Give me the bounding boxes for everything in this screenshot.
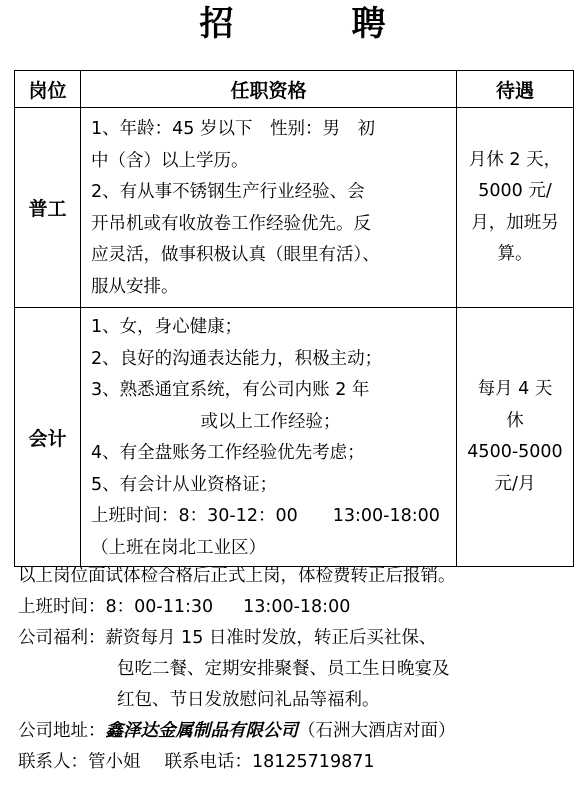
pay-line: 月，加班另: [471, 212, 559, 233]
phone-number: 18125719871: [252, 752, 375, 772]
requirement-line: 2、良好的沟通表达能力，积极主动；: [91, 348, 383, 369]
job-table: [14, 70, 574, 567]
contact-name: 管小姐: [88, 752, 141, 772]
footer-info: [18, 561, 578, 778]
contact-line: [18, 747, 578, 778]
pay-line: 元/月: [494, 473, 536, 494]
benefits-line: 包吃二餐、定期安排聚餐、员工生日晚宴及: [117, 659, 450, 679]
work-location-line: （上班在岗北工业区）: [91, 537, 266, 558]
hours-morning: 8：00-11:30: [105, 597, 214, 617]
address-line: [18, 716, 578, 747]
table-header-row: [15, 71, 574, 108]
requirement-line: 3、熟悉通宜系统，有公司内账 2 年: [91, 380, 370, 400]
contact-label: 联系人：: [18, 752, 88, 772]
benefits-line: [18, 623, 578, 654]
post-name: 会计: [15, 308, 81, 567]
hours-label: 上班时间：: [18, 597, 106, 617]
post-name: 普工: [15, 108, 81, 308]
work-hours-line: 上班时间：8：30-12：00 13:00-18:00: [91, 506, 440, 526]
requirement-line: 1、女，身心健康；: [91, 317, 243, 337]
pay-line: 月休 2 天，: [468, 149, 562, 170]
table-row: [15, 108, 574, 308]
header-pay: 待遇: [457, 71, 574, 108]
pay-line: 算。: [497, 244, 533, 264]
pay-line: 休: [506, 410, 524, 431]
requirement-line: 中（含）以上学历。: [91, 150, 249, 171]
requirement-line: 5、有会计从业资格证；: [91, 474, 278, 495]
company-name: 鑫泽达金属制品有限公司: [105, 721, 298, 741]
pay-line: 4500-5000: [467, 442, 563, 462]
phone-label: 联系电话：: [164, 752, 252, 772]
address-detail: （石洲大酒店对面）: [298, 721, 456, 741]
header-requirements: 任职资格: [81, 71, 457, 108]
pay-line: 每月 4 天: [477, 379, 553, 399]
footer-note: 以上岗位面试体检合格后正式上岗，体检费转正后报销。: [18, 566, 456, 586]
benefits-label: 公司福利：: [18, 628, 106, 648]
requirements-cell: [81, 108, 457, 308]
hours-afternoon: 13:00-18:00: [243, 597, 351, 617]
address-label: 公司地址：: [18, 721, 106, 741]
pay-cell: [457, 108, 574, 308]
header-post: 岗位: [15, 71, 81, 108]
pay-line: 5000 元/: [478, 181, 552, 201]
requirement-line: 开吊机或有收放卷工作经验优先。反: [91, 213, 371, 234]
footer-hours: [18, 592, 578, 623]
requirements-cell: [81, 308, 457, 567]
benefits-line: 红包、节日发放慰问礼品等福利。: [117, 690, 380, 710]
requirement-line: 或以上工作经验；: [200, 411, 341, 432]
requirement-line: 服从安排。: [91, 276, 179, 297]
page-title: 招 聘: [199, 4, 428, 44]
requirement-line: 2、有从事不锈钢生产行业经验、会: [91, 182, 365, 202]
pay-cell: [457, 308, 574, 567]
requirement-line: 4、有全盘账务工作经验优先考虑；: [91, 443, 365, 463]
table-row: [15, 308, 574, 567]
benefits-text: 薪资每月 15 日准时发放，转正后买社保、: [105, 628, 437, 648]
requirement-line: 应灵活，做事积极认真（眼里有活）、: [91, 245, 380, 265]
requirement-line: 1、年龄：45 岁以下 性别：男 初: [91, 119, 375, 139]
